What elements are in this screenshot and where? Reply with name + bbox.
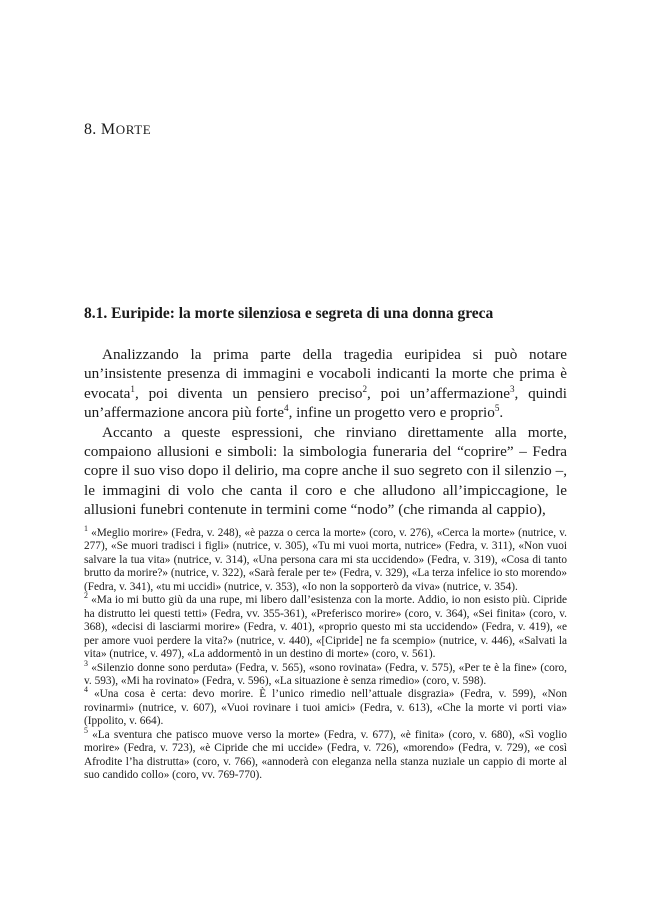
footnotes [84,524,568,783]
footnote: $^2$ «Ma io mi butto giù da una rupe, mi libero dall’esistenza con la morte. Addio, io non esisto più. Cipride ha distrutto lei questi tetti» (Fedra, vv. 355-361), «Preferisco morire» (coro, v. 364), «Sei finita» (coro, v. 368), «decisi di lasciarmi morire» (Fedra, v. 401), «proprio questo mi sta uccidendo» (Fedra, v. 419), «e per amore vuoi perdere la vita?» (nutrice, v. 440), «[Cipride] ne fa scempio» (nutrice, v. 446), «Salvati la vita» (nutrice, v. 497), «La addormentò in un destino di morte» (coro, v. 561). [84,591,567,661]
paragraph: Analizzando la prima parte della tragedia euripidea si può notare un’insistente presenza di immagini e vocaboli indicanti la morte che prima è evocata$^1$, poi diventa un pensiero preciso$^2$, poi un’affermazione$^3$, quindi un’affermazione ancora più forte$^4$, infine un progetto vero e proprio$^5$. [84,346,567,422]
footnote-number: 2 [84,591,88,601]
chapter-heading [84,121,564,139]
section-heading: 8.1. Euripide: la morte silenziosa e segreta di una donna greca [84,305,494,322]
footnote-number: 1 [84,524,88,534]
body-text [84,345,567,520]
chapter-number: 8. [84,121,97,138]
footnote-number: 5 [84,726,88,736]
footnote: $^1$ «Meglio morire» (Fedra, v. 248), «è pazza o cerca la morte» (coro, v. 276), «Cerca la morte» (nutrice, v. 277), «Se muori tradisci i figli» (nutrice, v. 305), «Tu mi vuoi morta, nutrice» (Fedra, v. 311), «Non vuoi salvare la tua vita» (nutrice, v. 314), «Una persona cara mi sta uccidendo» (Fedra, v. 319), «Cosa di tanto brutto da morire?» (nutrice, v. 322), «Sarà ferale per te» (Fedra, v. 329), «La terza infelice io sto morendo» (Fedra, v. 341), «tu mi uccidi» (nutrice, v. 353), «Io non la sopporterò da viva» (nutrice, v. 354). [84,524,568,593]
chapter-title: MORTE [100,121,152,138]
footnote: $^5$ «La sventura che patisco muove verso la morte» (Fedra, v. 677), «è finita» (coro, v. 680), «Sì voglio morire» (Fedra, v. 723), «è Cipride che mi uccide» (Fedra, v. 726), «morendo» (Fedra, v. 729), «e così Afrodite l’ha distrutta» (coro, v. 766), «annoderà con eleganza nella stanza nuziale un cappio di morte al suo candido collo» (coro, vv. 769-770). [84,726,567,782]
footnote-ref: 5 [494,403,500,414]
footnote-number: 3 [84,658,88,668]
footnote-ref: 2 [362,383,368,394]
footnote: $^4$ «Una cosa è certa: devo morire. È l’unico rimedio nell’attuale disgrazia» (Fedra, v. 599), «Non rovinarmi» (nutrice, v. 607), «Vuoi rovinare i tuoi amici» (Fedra, v. 613), «Che la morte vi porti via» (Ippolito, v. 664). [84,685,568,728]
footnote: $^3$ «Silenzio donne sono perduta» (Fedra, v. 565), «sono rovinata» (Fedra, v. 575), «Per te è la fine» (coro, v. 593), «Mi ha rovinato» (Fedra, v. 596), «La situazione è senza rimedio» (coro, v. 598). [84,658,567,687]
paragraph: Accanto a queste espressioni, che rinviano direttamente alla morte, compaiono allusioni e simboli: la simbologia funeraria del “coprire” – Fedra copre il suo viso dopo il delirio, ma copre anche il suo segreto con il silenzio –, le immagini di volo che canta il coro e che alludono all’impiccagione, le allusioni funebri contenute in termini come “nodo” (che rimanda al cappio), [84,423,567,519]
footnote-ref: 1 [130,383,135,394]
footnote-ref: 3 [509,383,515,394]
footnote-number: 4 [84,685,88,695]
footnote-ref: 4 [284,403,289,414]
